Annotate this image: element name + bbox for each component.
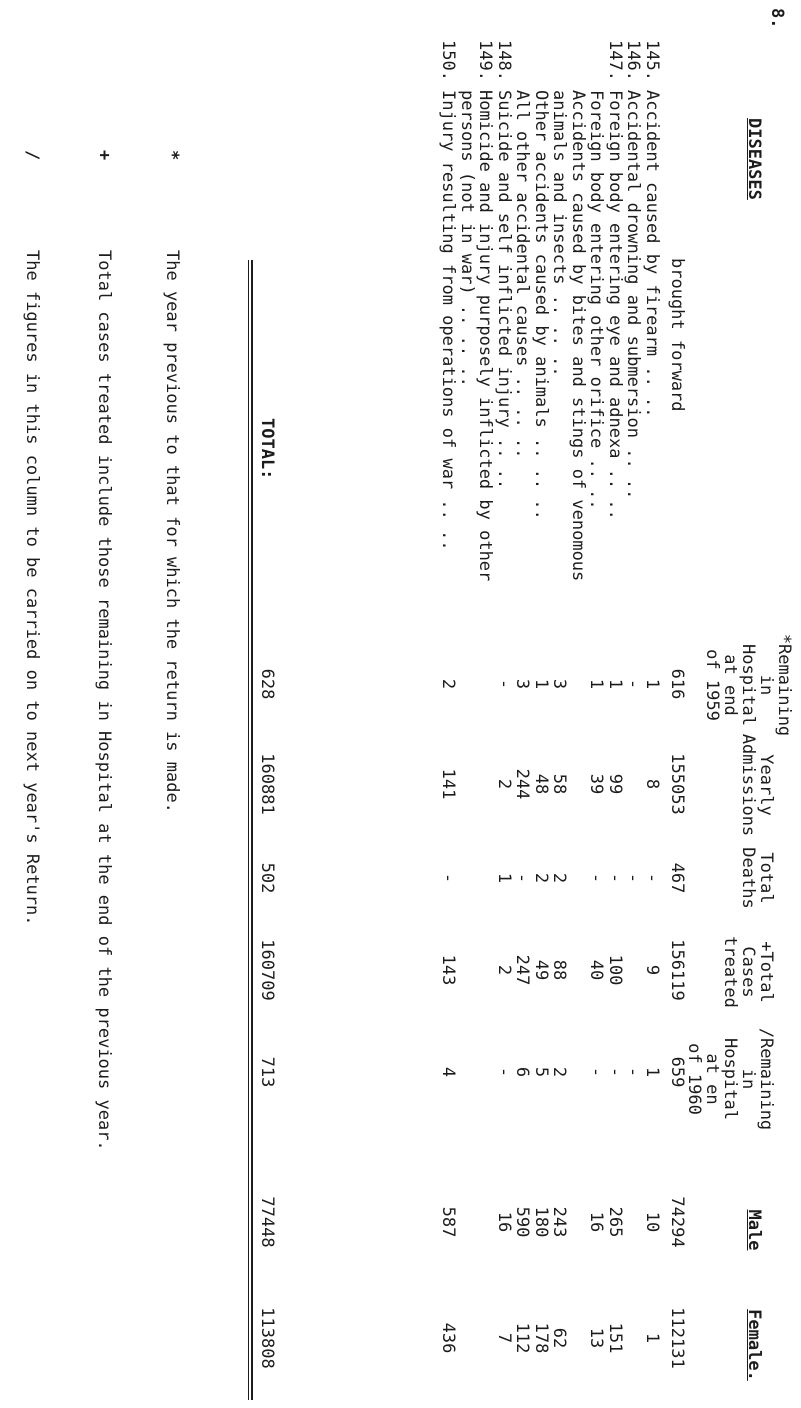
header-line: Cases	[738, 946, 758, 998]
cell-value: 2	[438, 678, 459, 690]
cell-value: 151	[605, 1322, 625, 1354]
row-number: 146.	[623, 40, 644, 81]
row-label: Homicide and injury purposely inflicted by other	[475, 90, 496, 582]
header-line: Deaths	[738, 847, 758, 909]
cell-value: 112131	[667, 1307, 687, 1369]
cell-value: 1	[494, 872, 514, 884]
cell-value: 590	[512, 1206, 533, 1238]
header-line: of 1960	[684, 1043, 704, 1115]
row-label: Injury resulting from operations of war .. ..	[438, 90, 459, 551]
cell-value: 5	[531, 1066, 551, 1078]
cell-value: 3	[549, 678, 570, 690]
cell-value: 1	[531, 678, 551, 690]
cell-value: 113808	[257, 1307, 277, 1369]
row-label: Accidental drowning and submersion .. ..	[623, 90, 644, 500]
row-label: Suicide and self inflicted injury .. ..	[494, 90, 514, 490]
row-number: 149.	[475, 40, 496, 81]
brought-forward-label: brought forward	[667, 258, 687, 412]
cell-value: 265	[605, 1206, 625, 1238]
cell-value: 8	[642, 778, 662, 790]
header-line: Admissions	[738, 733, 758, 837]
cell-value: 48	[531, 773, 551, 795]
total-label: TOTAL:	[257, 418, 277, 480]
header-line: treated	[720, 936, 740, 1008]
cell-value: 1	[642, 678, 662, 690]
cell-value: 3	[512, 678, 533, 690]
cell-value: 112	[512, 1322, 533, 1354]
cell-value: 436	[438, 1322, 459, 1354]
header-line: Hospital	[738, 644, 758, 726]
cell-value: 100	[605, 954, 625, 986]
cell-value: 178	[531, 1322, 551, 1354]
row-label: Accidents caused by bites and stings of venomous	[568, 90, 588, 582]
cell-value: 180	[531, 1206, 551, 1238]
total-rule	[248, 260, 249, 1400]
cell-value: -	[438, 872, 459, 884]
header-line: Hospital	[720, 1038, 740, 1120]
cell-value: 502	[257, 862, 277, 894]
cell-value: 88	[549, 959, 570, 981]
header-line: Total	[756, 852, 776, 904]
male-header: Male	[744, 1209, 764, 1251]
cell-value: 2	[494, 964, 514, 976]
header-line: at end	[720, 654, 740, 716]
row-number: 150.	[438, 40, 459, 81]
cell-value: 713	[257, 1056, 277, 1088]
footnote-mark: /	[22, 150, 42, 161]
cell-value: 1	[642, 1066, 662, 1078]
header-line: +Total	[756, 941, 776, 1003]
cell-value: -	[494, 1066, 514, 1078]
cell-value: 99	[605, 773, 625, 795]
cell-value: 2	[549, 1066, 570, 1078]
cell-value: 58	[549, 773, 570, 795]
row-label: Accident caused by firearm .. ..	[642, 90, 662, 418]
row-number: 145.	[642, 40, 662, 81]
footnote-text: The year previous to that for which the return is made.	[162, 250, 182, 813]
row-label: animals and insects .. .. ..	[549, 90, 570, 377]
cell-value: 40	[586, 959, 607, 981]
row-label: All other accidental causes .. .. ..	[512, 90, 533, 459]
header-line: in	[756, 674, 776, 696]
cell-value: 616	[667, 668, 687, 700]
cell-value: 628	[257, 668, 277, 700]
cell-value: 156119	[667, 939, 687, 1001]
cell-value: 587	[438, 1206, 459, 1238]
header-line: in	[738, 1068, 758, 1090]
cell-value: -	[586, 872, 607, 884]
cell-value: 155053	[667, 753, 687, 815]
row-label: persons (not in war) .. .. ..	[457, 90, 477, 387]
diseases-header: DISEASES	[744, 118, 764, 200]
cell-value: 143	[438, 954, 459, 986]
cell-value: 13	[586, 1327, 607, 1349]
cell-value: 7	[494, 1332, 514, 1344]
cell-value: 4	[438, 1066, 459, 1078]
cell-value: 1	[605, 678, 625, 690]
cell-value: -	[494, 678, 514, 690]
cell-value: 16	[586, 1211, 607, 1233]
row-label: Other accidents caused by animals .. .. ..	[531, 90, 551, 520]
cell-value: 16	[494, 1211, 514, 1233]
cell-value: -	[605, 872, 625, 884]
cell-value: -	[623, 678, 644, 690]
cell-value: 62	[549, 1327, 570, 1349]
header-line: Yearly	[756, 754, 776, 816]
footnote-mark: +	[94, 150, 114, 161]
cell-value: 9	[642, 964, 662, 976]
cell-value: 74294	[667, 1196, 687, 1248]
total-rule	[251, 260, 253, 1400]
footnote-text: The figures in this column to be carried on to next year's Return.	[22, 250, 42, 926]
cell-value: 1	[642, 1332, 662, 1344]
header-line: at en	[702, 1053, 722, 1105]
cell-value: -	[623, 872, 644, 884]
cell-value: 659	[667, 1056, 687, 1088]
cell-value: -	[605, 1066, 625, 1078]
female-header: Female.	[744, 1309, 764, 1381]
cell-value: 2	[531, 872, 551, 884]
cell-value: -	[623, 1066, 644, 1078]
cell-value: -	[642, 872, 662, 884]
cell-value: 467	[667, 862, 687, 894]
cell-value: 10	[642, 1211, 662, 1233]
cell-value: 243	[549, 1206, 570, 1238]
cell-value: 160709	[257, 939, 277, 1001]
cell-value: 77448	[257, 1196, 277, 1248]
cell-value: -	[586, 1066, 607, 1078]
row-number: 148.	[494, 40, 514, 81]
cell-value: 49	[531, 959, 551, 981]
cell-value: 141	[438, 768, 459, 800]
cell-value: 160881	[257, 753, 277, 815]
cell-value: 244	[512, 768, 533, 800]
cell-value: -	[512, 872, 533, 884]
header-line: of 1959	[702, 649, 722, 721]
cell-value: 6	[512, 1066, 533, 1078]
cell-value: 2	[549, 872, 570, 884]
cell-value: 2	[494, 778, 514, 790]
header-line: /Remaining	[756, 1027, 776, 1131]
page-number: 8.	[767, 8, 787, 29]
footnote-text: Total cases treated include those remaining in Hospital at the end of the previous year.	[94, 250, 114, 1151]
row-number: 147.	[605, 40, 625, 81]
cell-value: 247	[512, 954, 533, 986]
cell-value: 1	[586, 678, 607, 690]
header-line: *Remaining	[774, 633, 794, 737]
cell-value: 39	[586, 773, 607, 795]
row-label: Foreign body entering eye and adnexa .. ..	[605, 90, 625, 520]
row-label: Foreign body entering other orifice .. ..	[586, 90, 607, 510]
footnote-mark: *	[162, 150, 182, 161]
